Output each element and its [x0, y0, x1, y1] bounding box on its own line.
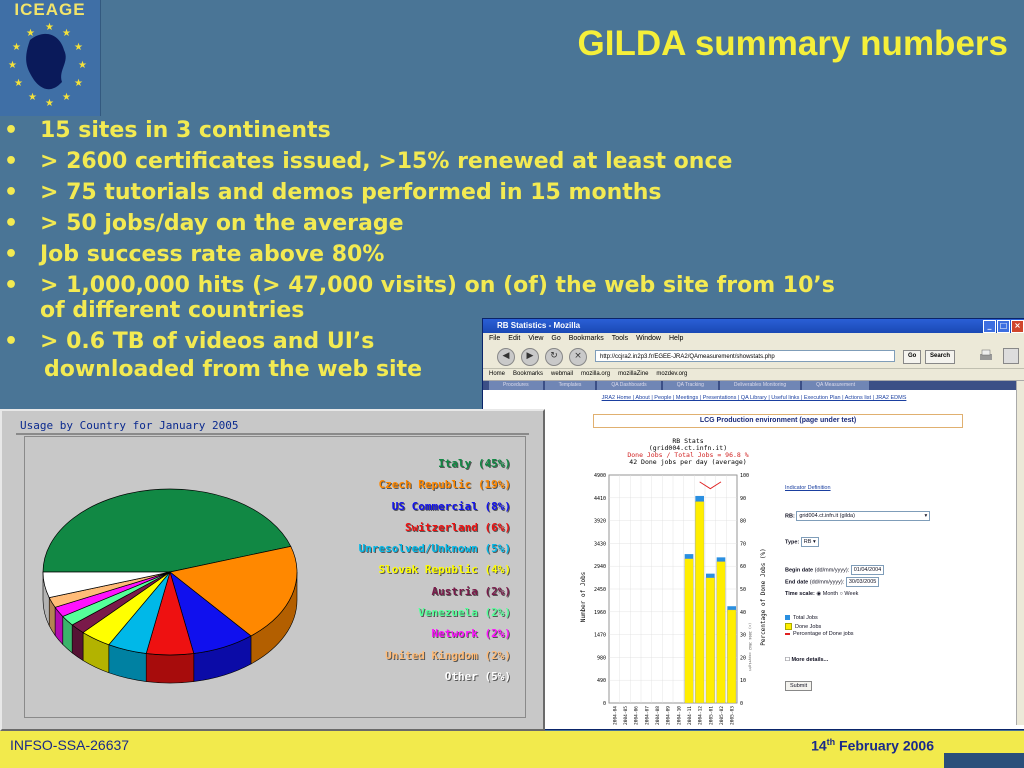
- y-tick-label: 1470: [593, 632, 606, 639]
- menu-item-file[interactable]: File: [489, 335, 501, 342]
- chart-average: 42 Done jobs per day (average): [629, 458, 747, 466]
- menu-bar: [483, 333, 1024, 344]
- y-axis-label: Number of Jobs: [580, 571, 587, 623]
- tab-templates[interactable]: Templates: [545, 381, 596, 390]
- reload-icon[interactable]: ↻: [545, 348, 563, 366]
- lcg-title: LCG Production environment (page under test): [593, 414, 963, 428]
- legend-swatch: [785, 615, 790, 620]
- pie-title: Usage by Country for January 2005: [20, 419, 239, 432]
- iceage-logo: [0, 0, 101, 116]
- eu-stars-map-icon: [0, 0, 100, 116]
- list-item: • > 50 jobs/day on the average: [4, 211, 404, 236]
- rb-stats-chart: [573, 437, 783, 727]
- stop-icon[interactable]: ×: [569, 348, 587, 366]
- tab-qa-tracking[interactable]: QA Tracking: [663, 381, 718, 390]
- list-item: • > 1,000,000 hits (> 47,000 visits) on (of) the web site from 10’s of different countries: [4, 273, 835, 323]
- bullet-continuation: downloaded from the web site: [44, 357, 423, 382]
- end-date-format: (dd/mm/yyyy):: [809, 579, 845, 586]
- y-tick-label: 3430: [593, 541, 606, 548]
- svg-text:★: ★: [78, 60, 87, 71]
- begin-date-input[interactable]: 01/04/2004: [851, 565, 885, 575]
- y2-tick-label: 80: [740, 518, 747, 525]
- type-select[interactable]: RB ▾: [801, 537, 819, 547]
- title-divider: [16, 433, 529, 435]
- y2-tick-label: 10: [740, 678, 747, 685]
- list-item: • Job success rate above 80%: [4, 242, 385, 267]
- menu-item-window[interactable]: Window: [636, 335, 661, 342]
- x-tick-label: 2005-02: [720, 706, 725, 725]
- back-icon[interactable]: ◀: [497, 348, 515, 366]
- x-tick-label: 2004-04: [613, 706, 619, 725]
- svg-text:★: ★: [8, 60, 17, 71]
- pie-chart-window: [0, 409, 545, 731]
- site-tabs: [483, 381, 1024, 390]
- svg-text:★: ★: [12, 42, 21, 53]
- pie-chart: [25, 437, 305, 717]
- x-tick-label: 2004-06: [634, 706, 640, 725]
- svg-text:★: ★: [45, 22, 54, 33]
- bar-done-jobs: [727, 610, 736, 703]
- menu-item-view[interactable]: View: [528, 335, 544, 342]
- menu-item-bookmarks[interactable]: Bookmarks: [568, 335, 604, 342]
- bar-done-jobs: [717, 562, 726, 703]
- x-tick-label: 2004-10: [677, 706, 683, 725]
- legend-entry: Italy (45%): [438, 457, 511, 470]
- go-button[interactable]: Go: [903, 350, 921, 364]
- chevron-down-icon: ▾: [812, 539, 816, 545]
- legend-entry: Venezuela (2%): [418, 606, 511, 620]
- svg-text:★: ★: [62, 92, 71, 103]
- legend-done: Done Jobs: [785, 623, 821, 630]
- svg-text:★: ★: [62, 28, 71, 39]
- menu-item-go[interactable]: Go: [551, 335, 561, 342]
- legend-entry: Austria (2%): [431, 584, 511, 598]
- pie-legend: [359, 453, 511, 687]
- x-tick-label: 2005-01: [709, 706, 715, 725]
- menu-item-help[interactable]: Help: [669, 335, 684, 342]
- close-icon[interactable]: ×: [1011, 320, 1024, 333]
- svg-text:★: ★: [45, 98, 54, 109]
- bookmark-mozdev[interactable]: mozdev.org: [656, 371, 688, 377]
- legend-entry: Other (5%): [444, 669, 511, 683]
- y-tick-label: 2940: [593, 564, 606, 571]
- legend-entry: Czech Republic (19%): [378, 478, 511, 492]
- chart-watermark: (c) 2004 JRA2 copyright: [748, 622, 752, 672]
- y2-tick-label: 40: [740, 609, 747, 616]
- page-title: GILDA summary numbers: [577, 24, 1008, 63]
- legend-entry: Network (2%): [431, 627, 511, 641]
- list-item: • 15 sites in 3 continents: [4, 118, 331, 143]
- radio-week[interactable]: ○ Week: [839, 591, 859, 597]
- maximize-icon[interactable]: □: [997, 320, 1010, 333]
- radio-month[interactable]: ◉ Month: [816, 591, 839, 597]
- y2-tick-label: 20: [740, 655, 747, 662]
- x-tick-label: 2004-07: [645, 706, 651, 725]
- legend-swatch: [785, 633, 790, 635]
- y-tick-label: 2450: [593, 587, 606, 593]
- begin-date-label: Begin date: [785, 567, 814, 574]
- svg-text:★: ★: [74, 78, 83, 89]
- minimize-icon[interactable]: _: [983, 320, 996, 333]
- svg-text:★: ★: [74, 42, 83, 53]
- bar-done-jobs: [685, 559, 694, 703]
- search-button[interactable]: Search: [925, 350, 955, 364]
- y-tick-label: 0: [602, 701, 606, 707]
- browser-window[interactable]: [482, 318, 1024, 730]
- menu-item-tools[interactable]: Tools: [611, 335, 629, 342]
- bar-done-jobs: [706, 578, 715, 703]
- tab-qa-dashboards[interactable]: QA Dashboards: [597, 381, 660, 390]
- x-tick-label: 2004-11: [688, 706, 693, 725]
- print-icon[interactable]: [979, 348, 993, 362]
- submit-button[interactable]: Submit: [785, 681, 812, 691]
- end-date-input[interactable]: 30/03/2005: [846, 577, 880, 587]
- legend-percentage: Percentage of Done jobs: [785, 631, 854, 637]
- y2-tick-label: 50: [740, 587, 747, 593]
- type-label: Type:: [785, 539, 800, 546]
- rb-label: RB:: [785, 513, 795, 520]
- bookmark-webmail[interactable]: webmail: [551, 371, 574, 377]
- y-tick-label: 1960: [593, 609, 606, 616]
- bookmark-bookmarks[interactable]: Bookmarks: [513, 371, 544, 377]
- bar-done-jobs: [695, 502, 704, 703]
- begin-date-format: (dd/mm/yyyy):: [814, 567, 850, 574]
- forward-icon[interactable]: ▶: [521, 348, 539, 366]
- pie-chart-panel: [24, 436, 526, 718]
- logo-text: ICEAGE: [14, 0, 86, 19]
- legend-entry: Unresolved/Unknown (5%): [358, 542, 511, 556]
- y2-tick-label: 100: [740, 473, 750, 479]
- footer-corner-decoration: [944, 753, 1024, 768]
- legend-swatch: [785, 623, 792, 630]
- tab-qa-measurement[interactable]: QA Measurement: [802, 381, 869, 390]
- legend-entry: United Kingdom (2%): [385, 648, 511, 662]
- y2-tick-label: 30: [740, 632, 747, 639]
- x-tick-label: 2004-05: [624, 706, 629, 725]
- list-item: • > 75 tutorials and demos performed in 15 months: [4, 180, 662, 205]
- x-tick-label: 2005-03: [730, 706, 736, 725]
- y-tick-label: 4900: [593, 473, 606, 479]
- x-tick-label: 2004-12: [698, 706, 704, 725]
- scrollbar[interactable]: [1016, 381, 1024, 725]
- y-tick-label: 4410: [593, 495, 606, 502]
- legend-entry: Slovak Republic (4%): [378, 563, 511, 577]
- y2-tick-label: 70: [740, 541, 747, 548]
- chart-title: RB Stats: [672, 437, 704, 445]
- legend-total: Total Jobs: [785, 615, 818, 621]
- y-tick-label: 490: [596, 678, 606, 685]
- x-tick-label: 2004-08: [656, 706, 661, 725]
- y2-axis-label: Percentage of Done Jobs (%): [760, 548, 767, 646]
- bookmarks-toolbar: [483, 369, 1024, 381]
- y2-tick-label: 60: [740, 564, 747, 571]
- footer: [0, 731, 1024, 768]
- bookmark-home[interactable]: Home: [489, 371, 506, 377]
- navigation-toolbar: [483, 344, 1024, 369]
- y2-tick-label: 90: [740, 495, 747, 502]
- menu-item-edit[interactable]: Edit: [508, 335, 521, 342]
- rb-select[interactable]: grid004.ct.infn.it (gilda) ▾: [796, 511, 930, 521]
- end-date-label: End date: [785, 579, 809, 586]
- tab-deliverables[interactable]: Deliverables Monitoring: [720, 381, 800, 390]
- bookmark-mozillazine[interactable]: mozillaZine: [618, 371, 649, 377]
- y-tick-label: 980: [596, 655, 606, 662]
- pie-slice-side: [146, 654, 194, 683]
- url-input[interactable]: http://ccjra2.in2p3.fr/EGEE-JRA2/QAmeasurement/showstats.php: [595, 350, 895, 362]
- list-item: • > 0.6 TB of videos and UI’s: [4, 329, 375, 354]
- svg-text:★: ★: [26, 28, 35, 39]
- y-tick-label: 3920: [593, 518, 606, 525]
- footer-date: 14th February 2006: [811, 737, 934, 754]
- more-details-checkbox[interactable]: ☐ More details...: [785, 657, 829, 663]
- list-item: • > 2600 certificates issued, >15% renewed at least once: [4, 149, 733, 174]
- browser-title-bar[interactable]: [483, 319, 1024, 333]
- legend-entry: US Commercial (8%): [391, 499, 511, 513]
- legend-entry: Switzerland (6%): [405, 520, 511, 534]
- chart-ratio: Done Jobs / Total Jobs = 96.8 %: [627, 451, 749, 459]
- x-tick-label: 2004-09: [666, 706, 672, 725]
- throbber-icon: [1003, 348, 1019, 364]
- chevron-down-icon: ▾: [924, 513, 928, 519]
- svg-text:★: ★: [14, 78, 23, 89]
- y2-tick-label: 0: [740, 701, 744, 707]
- site-links[interactable]: JRA2 Home | About | People | Meetings | Presentations | QA Library | Useful links | Execution Plan | Actions list | JRA2 EDMS: [601, 395, 907, 401]
- timescale-label: Time scale:: [785, 591, 815, 597]
- bookmark-mozilla[interactable]: mozilla.org: [581, 371, 611, 377]
- tab-procedures[interactable]: Procedures: [489, 381, 543, 390]
- chart-subtitle: (grid004.ct.infn.it): [648, 444, 728, 452]
- browser-title: RB Statistics - Mozilla: [497, 321, 581, 330]
- svg-text:★: ★: [28, 92, 37, 103]
- footer-project-id: INFSO-SSA-26637: [10, 737, 130, 753]
- indicator-definition-link[interactable]: Indicator Definition: [785, 485, 831, 491]
